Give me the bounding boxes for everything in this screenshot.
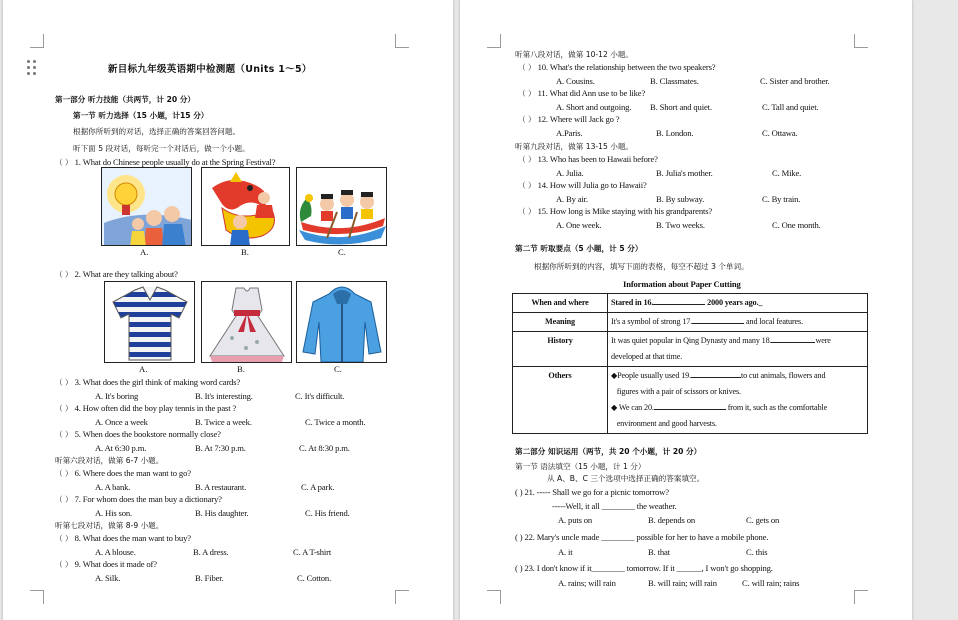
answer-blank-19[interactable] bbox=[691, 369, 741, 378]
table-row bbox=[513, 313, 868, 332]
picture-dress bbox=[201, 281, 292, 363]
option-b: B. will rain; will rain bbox=[648, 578, 717, 588]
option-c: C. Mike. bbox=[772, 168, 802, 178]
table-cell: Stared in 16. 2000 years ago._ bbox=[608, 294, 868, 313]
option-a: A. His son. bbox=[95, 508, 133, 518]
question-14: （ ） 14. How will Julia go to Hawaii? bbox=[518, 180, 647, 190]
option-c: C. Ottawa. bbox=[762, 128, 798, 138]
picture-lanterns bbox=[101, 167, 192, 246]
option-c: C. Twice a month. bbox=[305, 417, 366, 427]
table-cell: ◆People usually used 19. to cut animals, flowers and figures with a pair of scissors or knives. ◆ We can 20. from it, such as the comfortable environment and good harvests. bbox=[608, 367, 868, 434]
option-c: C. this bbox=[746, 547, 768, 557]
picture-label: B. bbox=[237, 364, 245, 374]
option-b: B. A restaurant. bbox=[195, 482, 247, 492]
table-row bbox=[513, 332, 868, 367]
section2-heading: 第二节 听取要点（5 小题，计 5 分） bbox=[515, 244, 643, 253]
table-cell: It's a symbol of strong 17. and local features. bbox=[608, 313, 868, 332]
crop-mark bbox=[30, 34, 44, 48]
instruction: 从 A、B、C 三个选项中选择正确的答案填空。 bbox=[547, 474, 705, 483]
option-a: A. One week. bbox=[556, 220, 602, 230]
bullet-icon: ◆ bbox=[611, 371, 618, 380]
instruction: 根据你所听到的内容，填写下面的表格，每空不超过 3 个单词。 bbox=[534, 262, 749, 271]
row-header: History bbox=[513, 332, 608, 367]
dialogue-note: 听第六段对话，做第 6-7 小题。 bbox=[55, 456, 164, 465]
info-table bbox=[512, 293, 868, 434]
option-a: A.Paris. bbox=[556, 128, 583, 138]
option-a: A. At 6:30 p.m. bbox=[95, 443, 147, 453]
option-b: B. London. bbox=[656, 128, 694, 138]
question-13: （ ） 13. Who has been to Hawaii before? bbox=[518, 154, 658, 164]
dialogue-note: 听第九段对话，做第 13-15 小题。 bbox=[515, 142, 634, 151]
answer-blank-16[interactable] bbox=[653, 296, 705, 305]
question-7: （ ） 7. For whom does the man buy a dictionary? bbox=[55, 494, 222, 504]
table-cell: It was quiet popular in Qing Dynasty and many 18. were developed at that time. bbox=[608, 332, 868, 367]
instruction: 根据你所听到的对话，选择正确的答案回答问题。 bbox=[73, 127, 241, 136]
part2-heading: 第二部分 知识运用（两节，共 20 个小题，计 20 分） bbox=[515, 447, 702, 456]
question-6: （ ） 6. Where does the man want to go? bbox=[55, 468, 191, 478]
option-b: B. Julia's mother. bbox=[656, 168, 713, 178]
option-c: C. will rain; rains bbox=[742, 578, 800, 588]
question-9: （ ） 9. What does it made of? bbox=[55, 559, 157, 569]
option-a: A. A blouse. bbox=[95, 547, 136, 557]
option-b: B. At 7:30 p.m. bbox=[195, 443, 246, 453]
question-1: （ ） 1. What do Chinese people usually do at the Spring Festival? bbox=[55, 157, 276, 167]
option-a: A. puts on bbox=[558, 515, 593, 525]
option-c: C. gets on bbox=[746, 515, 780, 525]
crop-mark bbox=[30, 590, 44, 604]
row-header: Others bbox=[513, 367, 608, 434]
bullet-icon: ◆ bbox=[611, 403, 618, 412]
question-12: （ ） 12. Where will Jack go ? bbox=[518, 114, 620, 124]
option-c: C. It's difficult. bbox=[295, 391, 345, 401]
option-a: A. it bbox=[558, 547, 573, 557]
answer-blank-17[interactable] bbox=[692, 315, 744, 324]
page-left bbox=[3, 0, 453, 620]
picture-label: C. bbox=[334, 364, 342, 374]
option-b: B. By subway. bbox=[656, 194, 705, 204]
question-23: ( ) 23. I don't know if it________ tomorrow. If it ______, I won't go shopping. bbox=[515, 563, 773, 573]
option-c: C. Sister and brother. bbox=[760, 76, 830, 86]
question-4: （ ） 4. How often did the boy play tennis in the past ? bbox=[55, 403, 237, 413]
option-b: B. depends on bbox=[648, 515, 695, 525]
option-a: A. Short and outgoing. bbox=[556, 102, 632, 112]
row-header: Meaning bbox=[513, 313, 608, 332]
picture-label: A. bbox=[139, 364, 148, 374]
dialogue-note: 听第八段对话，做第 10-12 小题。 bbox=[515, 50, 634, 59]
picture-label: C. bbox=[338, 247, 346, 257]
option-c: C. A T-shirt bbox=[293, 547, 332, 557]
option-a: A. A bank. bbox=[95, 482, 131, 492]
table-title: Information about Paper Cutting bbox=[623, 279, 741, 289]
option-b: B. Classmates. bbox=[650, 76, 699, 86]
crop-mark bbox=[395, 34, 409, 48]
option-a: A. rains; will rain bbox=[558, 578, 616, 588]
picture-dragon-dance bbox=[201, 167, 290, 246]
page-right bbox=[460, 0, 912, 620]
crop-mark bbox=[487, 590, 501, 604]
exam-title: 新目标九年级英语期中检测题（Units 1～5） bbox=[108, 64, 312, 75]
question-21-line2: -----Well, it all ________ the weather. bbox=[552, 501, 677, 511]
option-b: B. Fiber. bbox=[195, 573, 224, 583]
section1-heading: 第一节 听力选择（15 小题，计15 分） bbox=[73, 111, 209, 120]
crop-mark bbox=[854, 34, 868, 48]
picture-dragon-boat bbox=[296, 167, 387, 246]
crop-mark bbox=[395, 590, 409, 604]
question-10: （ ） 10. What's the relationship between the two speakers? bbox=[518, 62, 716, 72]
answer-blank-18[interactable] bbox=[771, 334, 815, 343]
option-c: C. A park. bbox=[301, 482, 335, 492]
option-b: B. Two weeks. bbox=[656, 220, 705, 230]
question-2: （ ） 2. What are they talking about? bbox=[55, 269, 178, 279]
option-b: B. A dress. bbox=[193, 547, 229, 557]
part2-section1-heading: 第一节 语法填空（15 小题，计 1 分） bbox=[515, 462, 646, 471]
question-11: （ ） 11. What did Ann use to be like? bbox=[518, 88, 646, 98]
question-22: ( ) 22. Mary's uncle made ________ possible for her to have a mobile phone. bbox=[515, 532, 769, 542]
dialogue-note: 听第七段对话，做第 8-9 小题。 bbox=[55, 521, 164, 530]
picture-striped-shirt bbox=[104, 281, 195, 363]
option-b: B. His daughter. bbox=[195, 508, 249, 518]
crop-mark bbox=[854, 590, 868, 604]
picture-jacket bbox=[296, 281, 387, 363]
question-21: ( ) 21. ----- Shall we go for a picnic tomorrow? bbox=[515, 487, 669, 497]
option-a: A. Once a week bbox=[95, 417, 148, 427]
option-b: B. Short and quiet. bbox=[650, 102, 712, 112]
part1-heading: 第一部分 听力技能（共两节，计 20 分） bbox=[55, 95, 195, 104]
option-c: C. By train. bbox=[762, 194, 801, 204]
option-a: A. Cousins. bbox=[556, 76, 595, 86]
table-row bbox=[513, 367, 868, 434]
option-a: A. It's boring bbox=[95, 391, 139, 401]
row-header: When and where bbox=[513, 294, 608, 313]
question-8: （ ） 8. What does the man want to buy? bbox=[55, 533, 191, 543]
option-b: B. Twice a week. bbox=[195, 417, 252, 427]
option-b: B. It's interesting. bbox=[195, 391, 253, 401]
table-row bbox=[513, 294, 868, 313]
option-a: A. By air. bbox=[556, 194, 588, 204]
question-15: （ ） 15. How long is Mike staying with his grandparents? bbox=[518, 206, 713, 216]
option-a: A. Silk. bbox=[95, 573, 121, 583]
picture-label: A. bbox=[140, 247, 149, 257]
option-a: A. Julia. bbox=[556, 168, 584, 178]
option-b: B. that bbox=[648, 547, 670, 557]
question-3: （ ） 3. What does the girl think of making word cards? bbox=[55, 377, 241, 387]
answer-blank-20[interactable] bbox=[654, 401, 726, 410]
question-5: （ ） 5. When does the bookstore normally close? bbox=[55, 429, 221, 439]
drag-handle-icon[interactable] bbox=[27, 60, 37, 76]
instruction: 听下面 5 段对话，每听完一个对话后，做一个小题。 bbox=[73, 144, 250, 153]
option-c: C. One month. bbox=[772, 220, 821, 230]
option-c: C. Cotton. bbox=[297, 573, 332, 583]
picture-label: B. bbox=[241, 247, 249, 257]
crop-mark bbox=[487, 34, 501, 48]
option-c: C. His friend. bbox=[305, 508, 350, 518]
option-c: C. Tall and quiet. bbox=[762, 102, 819, 112]
option-c: C. At 8:30 p.m. bbox=[299, 443, 350, 453]
